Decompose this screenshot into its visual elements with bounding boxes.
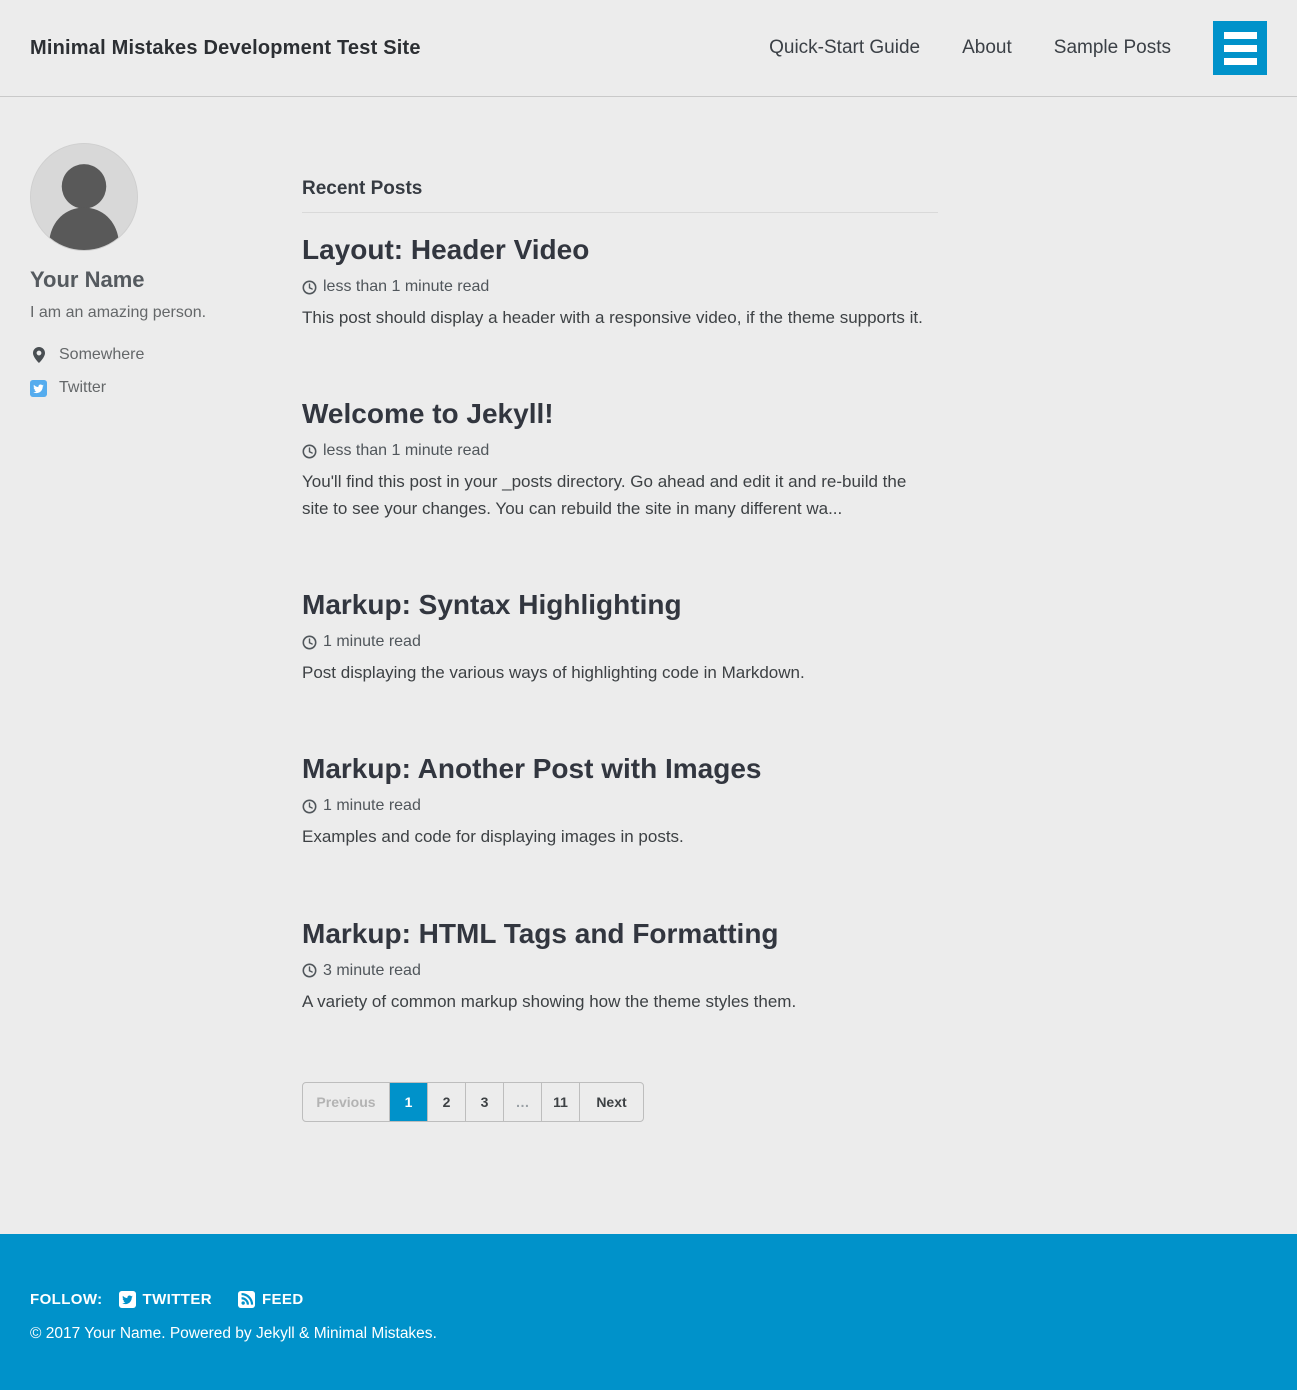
post-excerpt: A variety of common markup showing how the theme styles them.: [302, 991, 797, 1011]
footer-feed-label: FEED: [261, 1291, 304, 1309]
post-excerpt: Post displaying the various ways of highlighting code in Markdown.: [302, 663, 805, 683]
post-list-item: [302, 918, 938, 1015]
author-sidebar: [0, 143, 302, 1234]
page-body: [0, 97, 1297, 1234]
menu-toggle-button[interactable]: [1213, 21, 1267, 75]
nav-link-about[interactable]: About: [962, 37, 1012, 58]
post-title-link[interactable]: Layout: Header Video: [302, 234, 590, 265]
pagination-next[interactable]: Next: [579, 1083, 643, 1121]
footer-follow-row: [30, 1291, 1267, 1308]
author-bio: I am an amazing person.: [30, 304, 207, 321]
pagination-page-1: 1: [389, 1083, 427, 1121]
author-twitter-link[interactable]: Twitter: [59, 379, 107, 396]
footer-twitter-link[interactable]: [119, 1291, 212, 1308]
rss-square-icon: [238, 1291, 255, 1308]
copyright-text: © 2017 Your Name. Powered by: [30, 1325, 256, 1343]
map-marker-icon: [30, 347, 47, 363]
recent-posts-heading: Recent Posts: [302, 178, 938, 213]
pagination-page-3[interactable]: 3: [465, 1083, 503, 1121]
author-name: Your Name: [30, 267, 145, 292]
post-read-time: [302, 962, 938, 980]
pagination-previous: Previous: [316, 1094, 376, 1111]
post-title-link[interactable]: Markup: HTML Tags and Formatting: [302, 917, 779, 949]
pagination-page-11[interactable]: 11: [541, 1083, 579, 1121]
post-list-item: [302, 398, 938, 522]
post-list-item: [302, 589, 938, 686]
post-read-time: [302, 797, 938, 815]
clock-icon: [302, 280, 317, 295]
footer-copyright: [30, 1325, 1267, 1343]
read-time-text: 1 minute read: [323, 797, 421, 815]
author-twitter-row: [30, 379, 302, 397]
clock-icon: [302, 799, 317, 814]
minimal-mistakes-link[interactable]: Minimal Mistakes: [313, 1325, 433, 1343]
masthead: [0, 0, 1297, 97]
read-time-text: less than 1 minute read: [323, 442, 490, 460]
post-title-link[interactable]: Markup: Syntax Highlighting: [302, 589, 682, 621]
author-links: [30, 346, 302, 397]
post-list-item: [302, 753, 938, 850]
avatar: [30, 143, 138, 251]
pagination: [302, 1082, 644, 1122]
post-excerpt: Examples and code for displaying images in posts.: [302, 827, 684, 847]
hamburger-icon: [1224, 45, 1257, 52]
clock-icon: [302, 444, 317, 459]
pagination-page-2[interactable]: 2: [427, 1083, 465, 1121]
primary-nav: [769, 21, 1267, 75]
copyright-separator: &: [294, 1325, 314, 1343]
jekyll-link[interactable]: Jekyll: [255, 1325, 295, 1343]
twitter-square-icon: [119, 1291, 136, 1308]
read-time-text: 3 minute read: [323, 961, 421, 979]
author-location-label: Somewhere: [59, 346, 145, 363]
post-title-link[interactable]: Welcome to Jekyll!: [302, 398, 554, 430]
hamburger-icon: [1224, 58, 1257, 65]
footer-feed-link[interactable]: [238, 1291, 304, 1308]
main-content: [302, 143, 938, 1234]
clock-icon: [302, 963, 317, 978]
nav-link-quick-start-guide[interactable]: Quick-Start Guide: [769, 37, 921, 58]
follow-label: FOLLOW:: [30, 1291, 103, 1309]
twitter-square-icon: [30, 380, 47, 397]
post-list-item: [302, 234, 938, 331]
author-location-row: [30, 346, 302, 364]
post-read-time: [302, 633, 938, 651]
footer-twitter-label: TWITTER: [142, 1291, 212, 1309]
copyright-period: .: [432, 1325, 437, 1343]
clock-icon: [302, 635, 317, 650]
person-silhouette-icon: [31, 144, 137, 250]
post-excerpt: This post should display a header with a responsive video, if the theme supports it.: [302, 308, 923, 327]
post-read-time: [302, 278, 938, 296]
site-title-link[interactable]: Minimal Mistakes Development Test Site: [30, 36, 421, 59]
page-footer: [0, 1234, 1297, 1390]
pagination-ellipsis: …: [503, 1083, 541, 1121]
post-excerpt: You'll find this post in your _posts directory. Go ahead and edit it and re-build the site to see your changes. You can rebuild the site in many different wa...: [302, 472, 907, 518]
read-time-text: 1 minute read: [323, 633, 421, 651]
read-time-text: less than 1 minute read: [323, 278, 490, 295]
nav-link-sample-posts[interactable]: Sample Posts: [1053, 37, 1171, 58]
hamburger-icon: [1224, 32, 1257, 39]
post-title-link[interactable]: Markup: Another Post with Images: [302, 753, 762, 785]
post-read-time: [302, 442, 938, 460]
